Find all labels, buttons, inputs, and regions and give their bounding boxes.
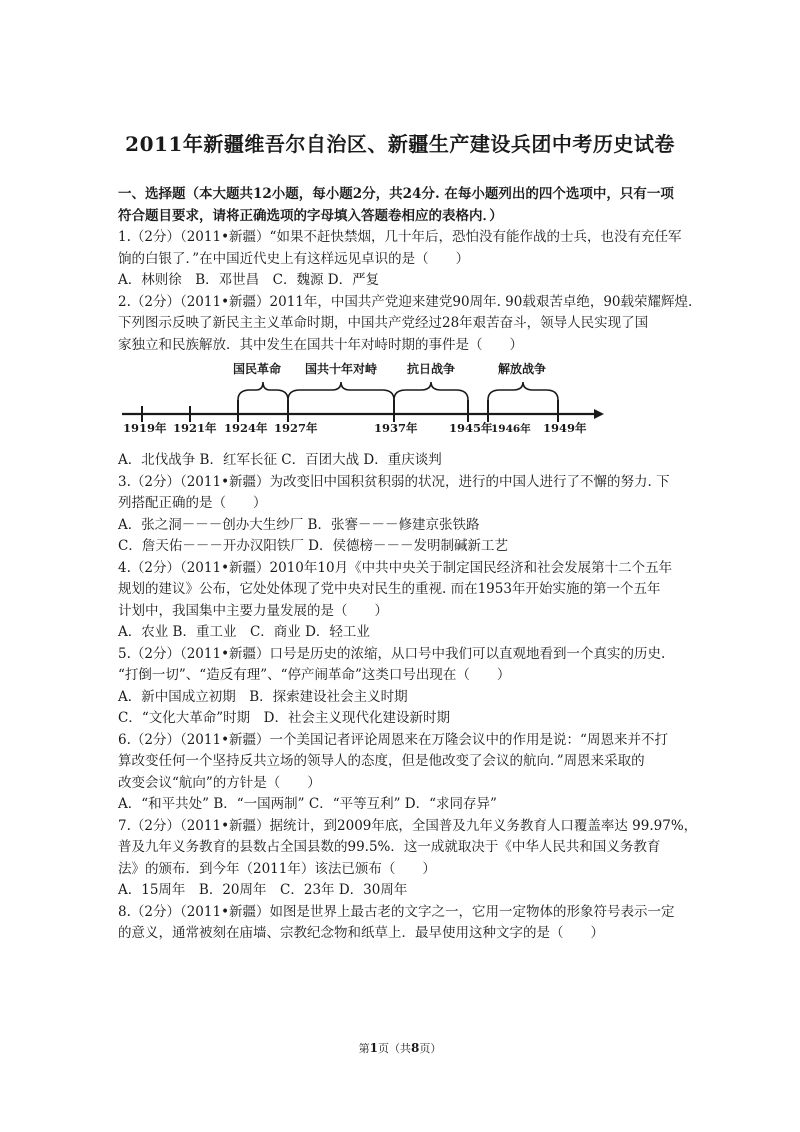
page-title: 2011年新疆维吾尔自治区、新疆生产建设兵团中考历史试卷 [125, 132, 675, 156]
question-1-line-2: 饷的白银了．”在中国近代史上有这样远见卓识的是（ ） [118, 250, 470, 267]
question-7-line-2: 普及九年义务教育的县数占全国县数的99.5%．这一成就取决于《中华人民共和国义务教育 [118, 839, 661, 855]
section-heading-line-2: 符合题目要求，请将正确选项的字母填入答题卷相应的表格内．） [118, 207, 503, 224]
year-1924: 1924年 [224, 421, 268, 435]
section-heading-line-1: 一、选择题（本大题共12小题，每小题2分，共24分. 在每小题列出的四个选项中，只有一项 [118, 186, 674, 202]
question-3-line-1: 3.（2分）（2011•新疆）为改变旧中国积贫积弱的状况，进行的中国人进行了不懈的努力. 下 [118, 473, 670, 490]
footer-prefix: 第 [358, 1042, 370, 1055]
period-label-3: 抗日战争 [407, 362, 456, 376]
brace-jiefang-zhanzheng [488, 382, 558, 400]
question-7-line-1: 7.（2分）（2011•新疆）据统计，到2009年底，全国普及九年义务教育人口覆盖率达 99.97%， [118, 817, 698, 834]
period-label-4: 解放战争 [498, 362, 547, 376]
page-footer [0, 1040, 800, 1056]
year-1946: 1946年 [491, 423, 531, 435]
question-2-line-3: 家独立和民族解放．其中发生在国共十年对峙时期的事件是（ ） [118, 336, 523, 353]
timeline-arrow-icon [594, 409, 604, 419]
question-7-options: A．15周年 B．20周年 C．23年 D．30周年 [118, 882, 408, 898]
question-6-line-1: 6.（2分）（2011•新疆）一个美国记者评论周恩来在万隆会议中的作用是说：“周恩来并不打 [118, 731, 668, 748]
footer-mid: 页（共 [378, 1042, 411, 1055]
question-1-line-1: 1.（2分）（2011•新疆）“如果不赶快禁烟，几十年后，恐怕没有能作战的士兵，也没有充任军 [118, 229, 682, 245]
year-1919: 1919年 [123, 421, 167, 435]
question-5-options-ab: A．新中国成立初期 B．探索建设社会主义时期 [118, 688, 408, 705]
question-2-options: A．北伐战争 B．红军长征 C．百团大战 D．重庆谈判 [118, 452, 442, 468]
period-label-1: 国民革命 [233, 362, 282, 376]
question-2-line-1: 2.（2分）（2011•新疆）2011年，中国共产党迎来建党90周年. 90载艰苦卓绝，90载荣耀辉煌. [118, 293, 693, 310]
question-6-line-3: 改变会议“航向”的方针是（ ） [118, 774, 321, 791]
question-3-options-cd: C．詹天佑－－－开办汉阳铁厂 D．侯德榜－－－发明制碱新工艺 [118, 538, 508, 554]
question-7-line-3: 法》的颁布．到今年（2011年）该法已颁布（ ） [118, 860, 436, 877]
question-5-options-cd: C．“文化大革命”时期 D．社会主义现代化建设新时期 [118, 710, 450, 726]
year-1945: 1945年 [449, 421, 493, 435]
question-8-line-2: 的意义，通常被刻在庙墙、宗教纪念物和纸草上．最早使用这种文字的是（ ） [118, 925, 604, 941]
question-8-line-1: 8.（2分）（2011•新疆）如图是世界上最古老的文字之一，它用一定物体的形象符号表示一定 [118, 903, 675, 920]
question-4-line-1: 4.（2分）（2011•新疆）2010年10月《中共中央关于制定国民经济和社会发展第十二个五年 [118, 559, 673, 576]
period-label-2: 国共十年对峙 [305, 362, 378, 376]
question-3-options-ab: A．张之洞－－－创办大生纱厂 B．张謇－－－修建京张铁路 [118, 516, 480, 533]
footer-total-pages: 8 [411, 1041, 420, 1055]
question-1-options: A．林则徐 B．邓世昌 C．魏源 D．严复 [118, 272, 380, 288]
history-timeline [118, 360, 688, 448]
year-1937: 1937年 [374, 421, 418, 435]
question-4-line-3: 计划中，我国集中主要力量发展的是（ ） [118, 602, 388, 619]
question-3-line-2: 列搭配正确的是（ ） [118, 495, 267, 511]
footer-suffix: 页） [419, 1042, 442, 1055]
question-2-line-2: 下列图示反映了新民主主义革命时期，中国共产党经过28年艰苦奋斗，领导人民实现了国 [118, 315, 649, 331]
question-6-options: A．“和平共处” B．“一国两制” C．“平等互利” D．“求同存异” [118, 796, 497, 812]
question-5-line-2: “打倒一切”、“造反有理”、“停产闹革命”这类口号出现在（ ） [118, 667, 511, 683]
question-4-options: A．农业 B．重工业 C．商业 D．轻工业 [118, 624, 370, 640]
year-1949: 1949年 [543, 421, 587, 435]
brace-guogong-duizhi [288, 382, 394, 400]
question-6-line-2: 算改变任何一个坚持反共立场的领导人的态度，但是他改变了会议的航向．”周恩来采取的 [118, 753, 645, 769]
footer-page-number: 1 [369, 1041, 378, 1055]
exam-content [118, 184, 698, 945]
year-1921: 1921年 [173, 421, 217, 435]
year-1927: 1927年 [274, 421, 318, 435]
question-5-line-1: 5.（2分）（2011•新疆）口号是历史的浓缩，从口号中我们可以直观地看到一个真实的历史. [118, 645, 666, 662]
question-4-line-2: 规划的建议》公布，它处处体现了党中央对民生的重视. 而在1953年开始实施的第一个五年 [118, 581, 661, 597]
brace-kangri-zhanzheng [394, 382, 468, 400]
brace-guomin-geming [238, 382, 288, 400]
